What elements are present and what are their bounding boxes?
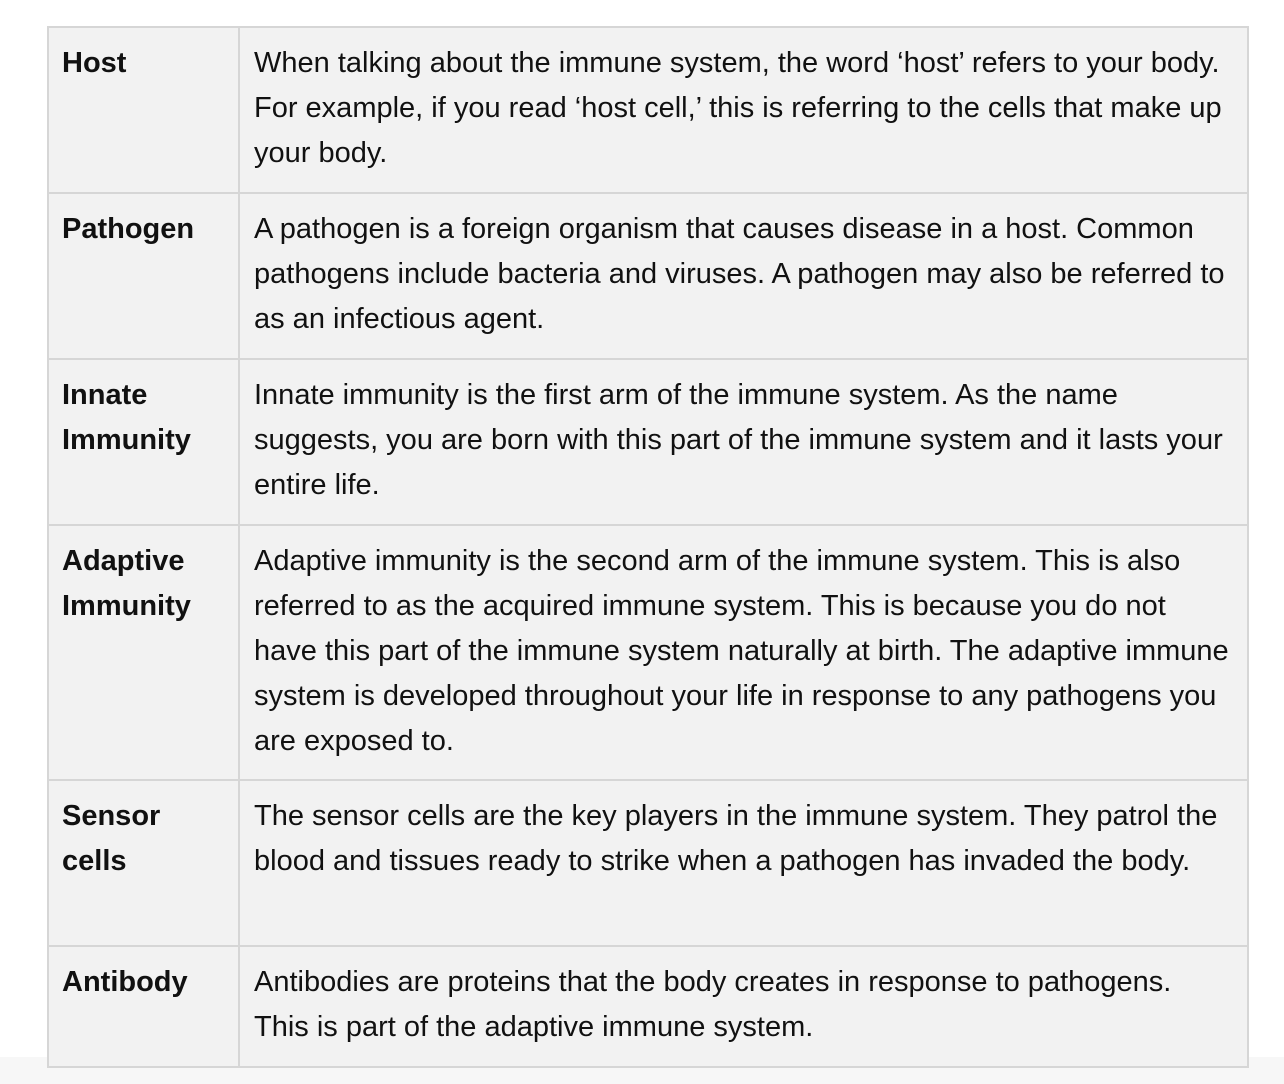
table-row — [48, 525, 1248, 780]
table-row — [48, 193, 1248, 359]
term-cell: Host — [48, 27, 239, 193]
term-cell: Pathogen — [48, 193, 239, 359]
definition-cell: Antibodies are proteins that the body creates in response to pathogens. This is part of the adaptive immune system. — [239, 946, 1248, 1067]
table-row — [48, 780, 1248, 946]
term-cell: Innate Immunity — [48, 359, 239, 525]
term-cell: Antibody — [48, 946, 239, 1067]
definition-cell: When talking about the immune system, the word ‘host’ refers to your body. For example, if you read ‘host cell,’ this is referring to the cells that make up your body. — [239, 27, 1248, 193]
definition-cell: A pathogen is a foreign organism that causes disease in a host. Common pathogens include bacteria and viruses. A pathogen may also be referred to as an infectious agent. — [239, 193, 1248, 359]
glossary-table-body — [48, 27, 1248, 1067]
table-row — [48, 946, 1248, 1067]
definition-cell: The sensor cells are the key players in the immune system. They patrol the blood and tissues ready to strike when a pathogen has invaded the body. — [239, 780, 1248, 946]
table-row — [48, 27, 1248, 193]
table-row — [48, 359, 1248, 525]
glossary-table — [47, 26, 1249, 1068]
term-cell: Adaptive Immunity — [48, 525, 239, 780]
definition-cell: Adaptive immunity is the second arm of the immune system. This is also referred to as the acquired immune system. This is because you do not have this part of the immune system naturally at birth. The adaptive immune system is developed throughout your life in response to any pathogens you are exposed to. — [239, 525, 1248, 780]
term-cell: Sensor cells — [48, 780, 239, 946]
definition-cell: Innate immunity is the first arm of the immune system. As the name suggests, you are born with this part of the immune system and it lasts your entire life. — [239, 359, 1248, 525]
